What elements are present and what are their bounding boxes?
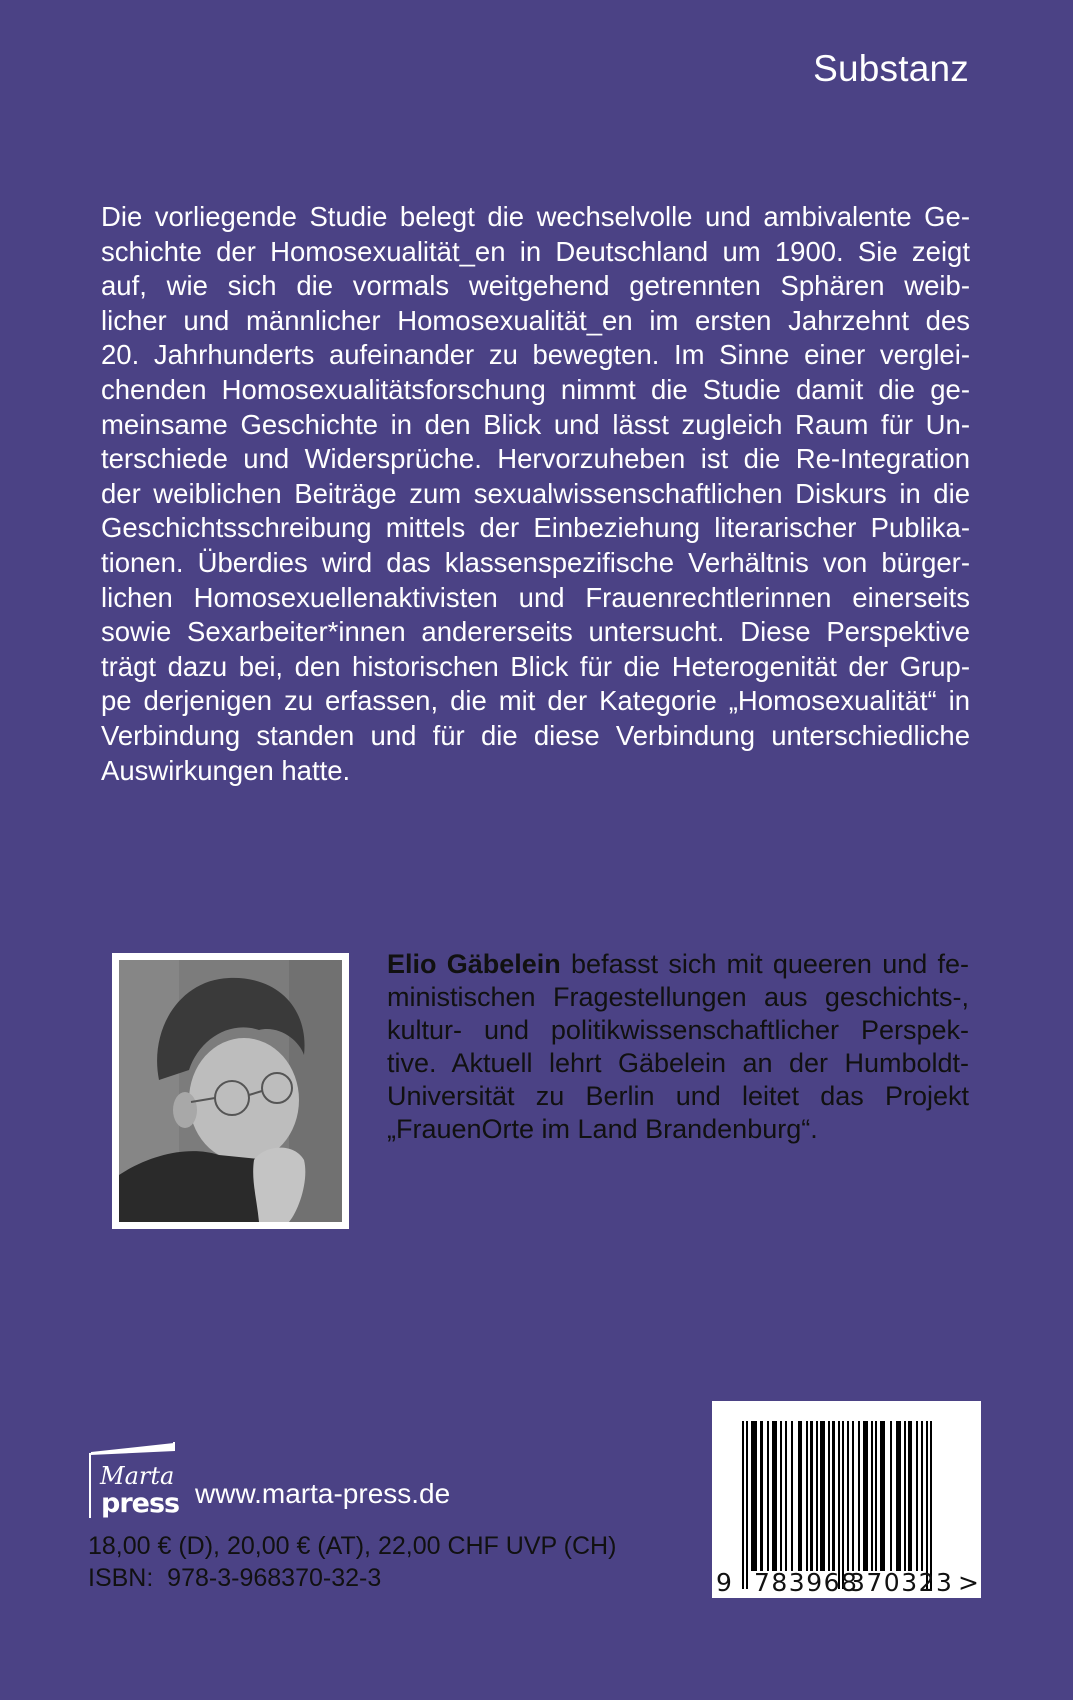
- bio-line: Universität zu Berlin und leitet das Projekt: [387, 1081, 969, 1111]
- blurb-line: pe derjenigen zu erfassen, die mit der Kategorie „Homosexualität“ in: [101, 685, 970, 717]
- svg-text:press: press: [101, 1488, 180, 1519]
- blurb-line: trägt dazu bei, den historischen Blick für die Heterogenität der Grup-: [101, 650, 970, 682]
- blurb-line: Verbindung standen und für die diese Verbindung unterschiedliche: [101, 719, 970, 751]
- bio-line: ministischen Fragestellungen aus geschichts-,: [387, 982, 969, 1012]
- publisher-url-link[interactable]: www.marta-press.de: [195, 1478, 451, 1509]
- barcode-left-digits: 783968: [754, 1568, 859, 1597]
- blurb-line: Geschichtsschreibung mittels der Einbeziehung literarischer Publika-: [101, 512, 970, 544]
- blurb-line: Die vorliegende Studie belegt die wechselvolle und ambivalente Ge-: [101, 201, 970, 232]
- bio-line: kultur- und politikwissenschaftlicher Perspek-: [387, 1015, 969, 1045]
- blurb-line: lichen Homosexuellenaktivisten und Frauenrechtlerinnen einerseits: [101, 581, 970, 613]
- blurb-line: chenden Homosexualitätsforschung nimmt die Studie damit die ge-: [101, 373, 970, 405]
- blurb-line: licher und männlicher Homosexualität_en im ersten Jahrzehnt des: [101, 304, 970, 336]
- marta-press-logo: [88, 1440, 180, 1520]
- barcode-quiet-zone-marker: >: [958, 1568, 979, 1597]
- blurb-line: meinsame Geschichte in den Blick und lässt zugleich Raum für Un-: [101, 408, 970, 440]
- series-label: Substanz: [813, 48, 969, 89]
- svg-text:Marta: Marta: [100, 1462, 175, 1490]
- isbn-barcode: [712, 1401, 981, 1598]
- author-name: Elio Gäbelein: [387, 949, 561, 979]
- blurb-line: terschiede und Widersprüche. Hervorzuheben ist die Re-Integration: [101, 443, 970, 475]
- blurb-line: sowie Sexarbeiter*innen andererseits untersucht. Diese Perspektive: [101, 616, 970, 648]
- barcode-digits: [712, 1568, 981, 1598]
- blurb-line: auf, wie sich die vormals weitgehend getrennten Sphären weib-: [101, 270, 970, 302]
- barcode-right-digits: 370323: [849, 1568, 954, 1597]
- bio-line: tive. Aktuell lehrt Gäbelein an der Humboldt-: [387, 1048, 969, 1078]
- blurb-line: Auswirkungen hatte.: [101, 754, 351, 786]
- blurb-line: der weiblichen Beiträge zum sexualwissenschaftlichen Diskurs in die: [101, 477, 970, 509]
- book-blurb: [101, 200, 970, 788]
- author-photo: [119, 960, 342, 1222]
- barcode-lead-digit: 9: [716, 1568, 732, 1597]
- author-bio: [387, 948, 969, 1146]
- book-logo-icon: [88, 1440, 180, 1520]
- bio-first-line-text: befasst sich mit queeren und fe-: [560, 949, 969, 979]
- blurb-line: 20. Jahrhunderts aufeinander zu bewegten. Im Sinne einer verglei-: [101, 339, 970, 371]
- isbn-number: ISBN: 978-3-968370-32-3: [88, 1564, 382, 1592]
- bio-line: [387, 948, 969, 981]
- author-photo-frame: [112, 953, 349, 1229]
- portrait-illustration: [119, 960, 342, 1222]
- blurb-line: tionen. Überdies wird das klassenspezifische Verhältnis von bürger-: [101, 546, 970, 578]
- blurb-line: schichte der Homosexualität_en in Deutschland um 1900. Sie zeigt: [101, 235, 970, 267]
- price-info: 18,00 € (D), 20,00 € (AT), 22,00 CHF UVP (CH): [88, 1532, 617, 1560]
- bio-line: „FrauenOrte im Land Brandenburg“.: [387, 1114, 818, 1144]
